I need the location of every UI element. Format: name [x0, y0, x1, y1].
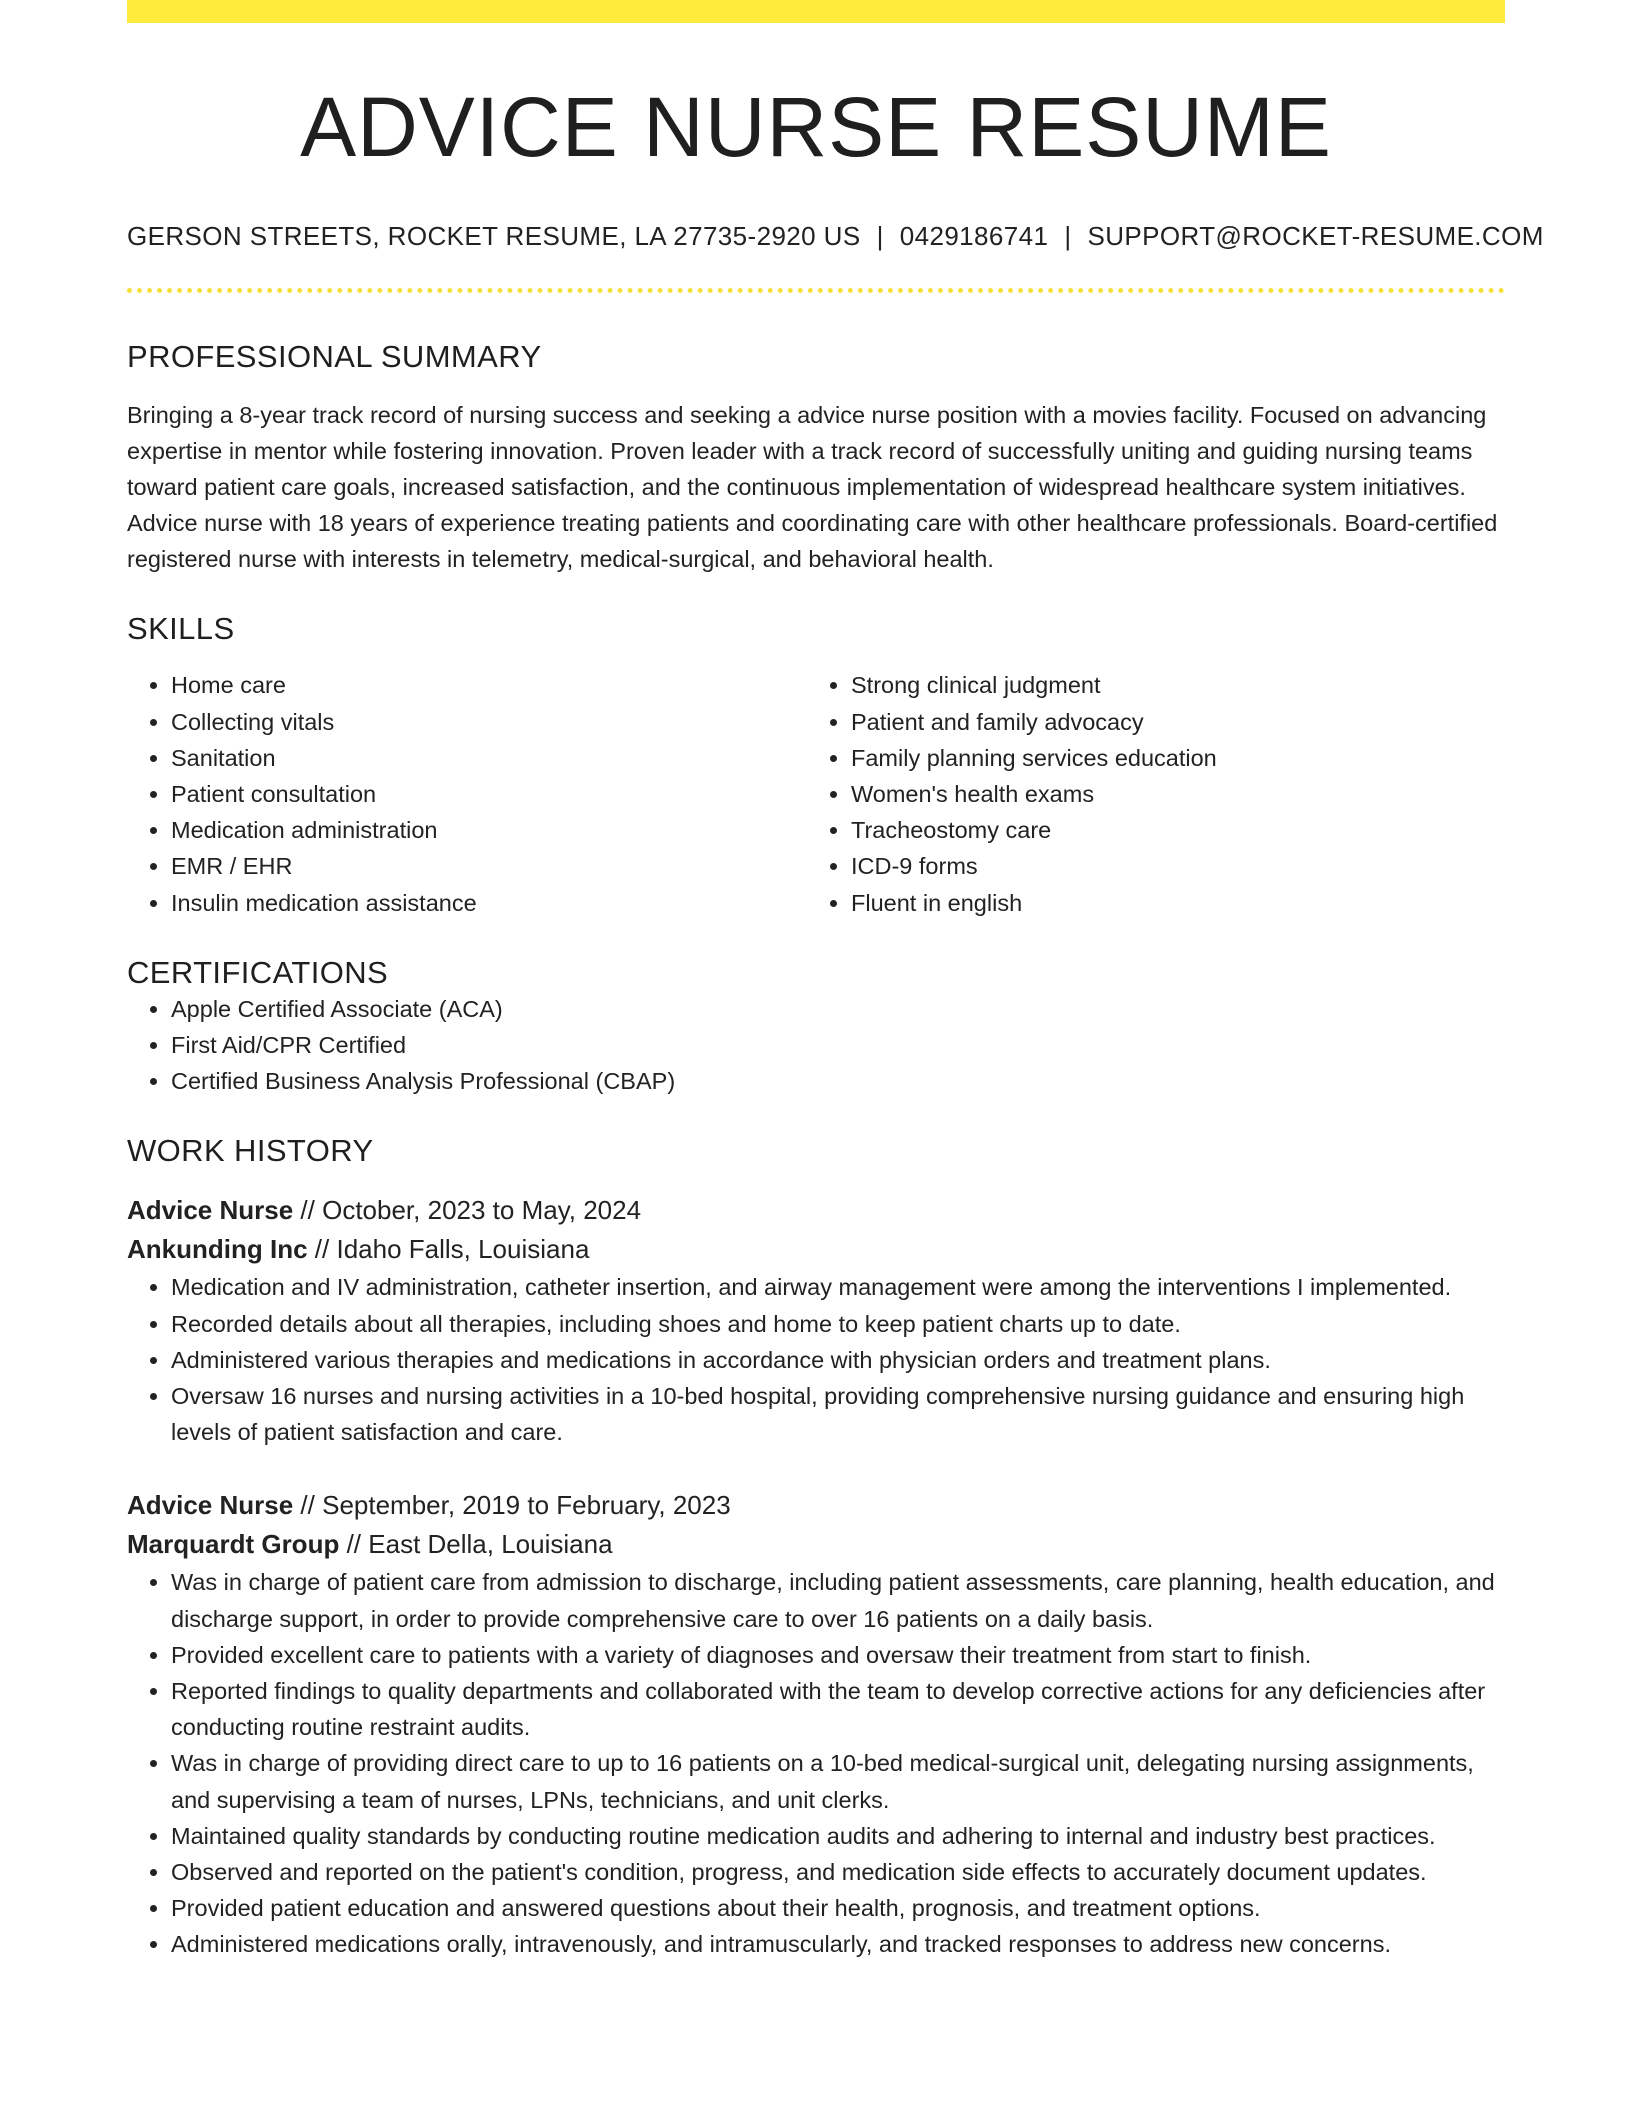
skill-item: • Collecting vitals: [171, 704, 807, 740]
skill-item: • ICD-9 forms: [851, 848, 1487, 884]
job-bullets: [127, 1564, 1505, 1962]
certification-item: • Apple Certified Associate (ACA): [171, 991, 1505, 1027]
certifications-section: [127, 955, 1505, 1100]
section-title-work-history: WORK HISTORY: [127, 1133, 374, 1169]
resume-page: [127, 0, 1544, 1963]
skills-column-right: [807, 667, 1487, 920]
skill-item: • Sanitation: [171, 740, 807, 776]
skill-item: • Home care: [171, 667, 807, 703]
job-bullet: • Maintained quality standards by conducting routine medication audits and adhering to internal and industry best practices.: [171, 1818, 1505, 1854]
accent-bar: [127, 0, 1505, 23]
job-separator: //: [300, 1195, 315, 1226]
job-title: Advice Nurse: [127, 1490, 294, 1521]
job-dates: September, 2019 to February, 2023: [322, 1490, 731, 1521]
job-title: Advice Nurse: [127, 1195, 294, 1226]
work-history-section: [127, 1133, 1505, 1962]
job-bullet: • Provided patient education and answered questions about their health, prognosis, and treatment options.: [171, 1890, 1505, 1926]
dotted-divider: [127, 288, 1505, 293]
contact-email: SUPPORT@ROCKET-RESUME.COM: [1087, 221, 1544, 252]
job-company-line: [127, 1525, 1505, 1564]
job-bullet: • Was in charge of providing direct care to up to 16 patients on a 10-bed medical-surgical unit, delegating nursing assignments, and supervising a team of nurses, LPNs, technicians, and unit clerks.: [171, 1745, 1505, 1817]
job-title-line: [127, 1486, 1505, 1525]
job-bullet: • Administered various therapies and medications in accordance with physician orders and treatment plans.: [171, 1342, 1505, 1378]
contact-separator: |: [1064, 221, 1072, 252]
job-dates: October, 2023 to May, 2024: [322, 1195, 642, 1226]
contact-line: [127, 221, 1544, 252]
job-bullet: • Observed and reported on the patient's condition, progress, and medication side effects to accurately document updates.: [171, 1854, 1505, 1890]
skill-item: • Family planning services education: [851, 740, 1487, 776]
section-title-certifications: CERTIFICATIONS: [127, 954, 389, 990]
skill-item: • Medication administration: [171, 812, 807, 848]
skill-item: • Patient consultation: [171, 776, 807, 812]
certification-item: • First Aid/CPR Certified: [171, 1027, 1505, 1063]
job-bullet: • Provided excellent care to patients with a variety of diagnoses and oversaw their treatment from start to finish.: [171, 1637, 1505, 1673]
skills-columns: [127, 667, 1505, 920]
job-company: Marquardt Group: [127, 1529, 340, 1560]
summary-section: [127, 339, 1505, 577]
job-bullet: • Reported findings to quality departments and collaborated with the team to develop corrective actions for any deficiencies after conducting routine restraint audits.: [171, 1673, 1505, 1745]
skill-item: • Insulin medication assistance: [171, 885, 807, 921]
job-bullets: [127, 1269, 1505, 1450]
skill-item: • Tracheostomy care: [851, 812, 1487, 848]
job-entry: [127, 1191, 1505, 1450]
skills-list-right: [807, 667, 1487, 920]
job-separator: //: [300, 1490, 315, 1521]
job-company: Ankunding Inc: [127, 1234, 308, 1265]
skill-item: • Women's health exams: [851, 776, 1487, 812]
skills-section: [127, 611, 1505, 920]
skills-list-left: [127, 667, 807, 920]
job-bullet: • Oversaw 16 nurses and nursing activities in a 10-bed hospital, providing comprehensive nursing guidance and ensuring high levels of patient satisfaction and care.: [171, 1378, 1505, 1450]
skill-item: • EMR / EHR: [171, 848, 807, 884]
job-location: Idaho Falls, Louisiana: [336, 1234, 590, 1265]
summary-text: Bringing a 8-year track record of nursing success and seeking a advice nurse position with a movies facility. Focused on advancing expertise in mentor while fostering innovation. Proven leader with a track record of successfully uniting and guiding nursing teams toward patient care goals, increased satisfaction, and the continuous implementation of widespread healthcare system initiatives. Advice nurse with 18 years of experience treating patients and coordinating care with other healthcare professionals. Board-certified registered nurse with interests in telemetry, medical-surgical, and behavioral health.: [127, 402, 1498, 573]
job-entry: [127, 1486, 1505, 1962]
skill-item: • Patient and family advocacy: [851, 704, 1487, 740]
contact-phone: 0429186741: [899, 221, 1049, 252]
contact-address: GERSON STREETS, ROCKET RESUME, LA 27735-2920 US: [127, 221, 861, 252]
job-company-line: [127, 1230, 1505, 1269]
job-bullet: • Medication and IV administration, catheter insertion, and airway management were among the interventions I implemented.: [171, 1269, 1505, 1305]
certifications-list: [127, 991, 1505, 1100]
contact-separator: |: [876, 221, 884, 252]
job-title-line: [127, 1191, 1505, 1230]
job-separator: //: [314, 1234, 330, 1265]
job-bullet: • Recorded details about all therapies, including shoes and home to keep patient charts up to date.: [171, 1306, 1505, 1342]
resume-title: ADVICE NURSE RESUME: [300, 80, 1332, 174]
skill-item: • Strong clinical judgment: [851, 667, 1487, 703]
certification-item: • Certified Business Analysis Professional (CBAP): [171, 1063, 1505, 1099]
job-separator: //: [346, 1529, 362, 1560]
job-bullet: • Was in charge of patient care from admission to discharge, including patient assessments, care planning, health education, and discharge support, in order to provide comprehensive care to over 16 patients on a daily basis.: [171, 1564, 1505, 1636]
section-title-skills: SKILLS: [127, 611, 235, 647]
job-location: East Della, Louisiana: [368, 1529, 613, 1560]
job-bullet: • Administered medications orally, intravenously, and intramuscularly, and tracked responses to address new concerns.: [171, 1926, 1505, 1962]
section-title-summary: PROFESSIONAL SUMMARY: [127, 339, 542, 375]
skills-column-left: [127, 667, 807, 920]
skill-item: • Fluent in english: [851, 885, 1487, 921]
